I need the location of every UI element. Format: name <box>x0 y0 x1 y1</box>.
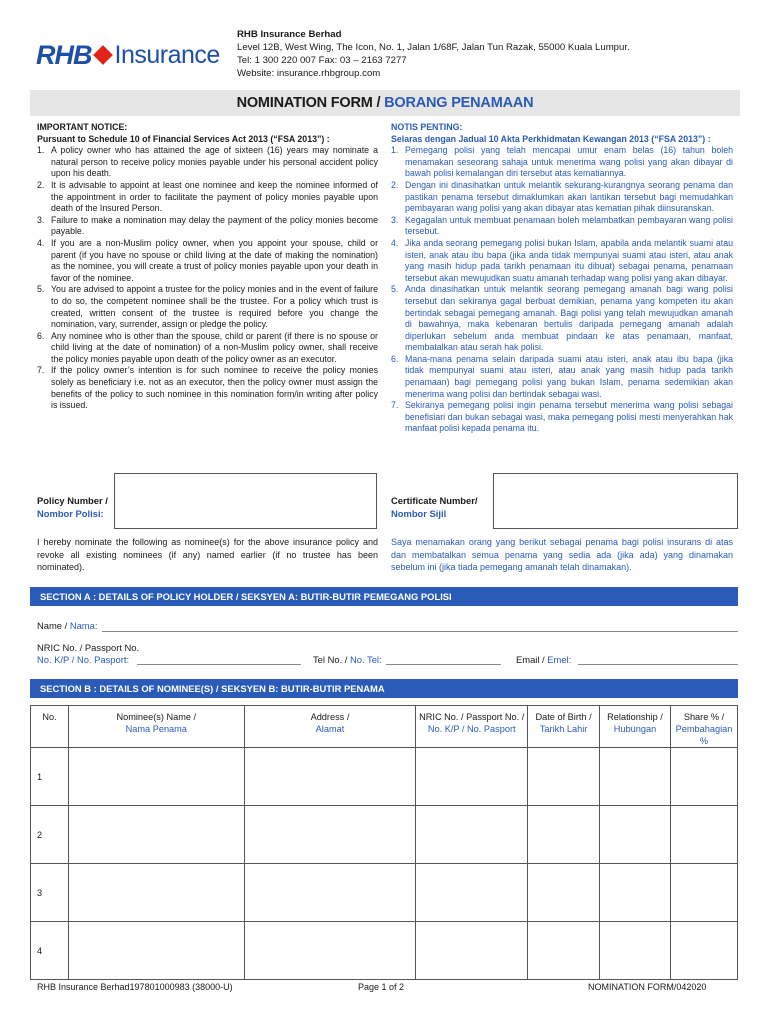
notice-item-en: 3. Failure to make a nomination may delay the payment of the policy monies become payable. <box>37 214 378 237</box>
nominee-nric-cell[interactable] <box>416 748 528 806</box>
nominee-share-cell[interactable] <box>670 922 737 980</box>
form-title-en: NOMINATION FORM / <box>236 95 385 111</box>
notice-item-en: 4. If you are a non-Muslim policy owner, when you appoint your spouse, child or parent (if you have no spouse or child living at the date of making the nomination) as the nominee, you will create a trust of policy monies payable upon your death in favor of the nominee. <box>37 237 378 283</box>
tel-label: Tel No. / No. Tel: <box>313 654 382 665</box>
notice-item-ms: 3. Kegagalan untuk membuat penamaan boleh melambatkan pembayaran wang polisi tersebut. <box>391 214 733 237</box>
notice-item-en: 1. A policy owner who has attained the age of sixteen (16) years may nominate a natural person to receive policy monies payable under his personal accident policy upon his death. <box>37 145 378 179</box>
email-label: Email / Emel: <box>516 654 572 665</box>
nominee-nric-cell[interactable] <box>416 806 528 864</box>
col-header-dob: Date of Birth / Tarikh Lahir <box>528 706 600 748</box>
col-header-name: Nominee(s) Name / Nama Penama <box>68 706 244 748</box>
notice-heading-ms: NOTIS PENTING: <box>391 122 463 132</box>
table-row <box>31 922 738 980</box>
nominee-dob-cell[interactable] <box>528 864 600 922</box>
name-field[interactable] <box>102 631 738 632</box>
row-number: 4 <box>31 922 69 980</box>
nominee-dob-cell[interactable] <box>528 748 600 806</box>
important-notice-ms <box>391 122 733 435</box>
company-contact: Tel: 1 300 220 007 Fax: 03 – 2163 7277 <box>237 55 407 66</box>
notice-item-ms: 4. Jika anda seorang pemegang polisi bukan Islam, apabila anda melantik suami atau isteri, anak atau ibu bapa (jika anda tidak mempunyai suami atau isteri, atau anak yang masih hidup pada tarikh penamaan itu dibuat) sebagai penama, penamaan tersebut akan mewujudkan suatu amanah terhadap wang polisi yang akan dibayar. <box>391 237 733 283</box>
col-header-relationship: Relationship / Hubungan <box>600 706 671 748</box>
logo-diamond-icon <box>93 45 113 65</box>
nominee-address-cell[interactable] <box>244 864 416 922</box>
nominee-name-cell[interactable] <box>68 864 244 922</box>
declaration-ms: Saya menamakan orang yang berikut sebagai penama bagi polisi insurans di atas dan membatalkan semua penama yang sedia ada (jika ada) yang dinamakan sebelum ini (jika tiada pemegang amanah telah dinamakan). <box>391 537 733 573</box>
col-header-address: Address / Alamat <box>244 706 416 748</box>
company-name: RHB Insurance Berhad <box>237 29 342 40</box>
nric-label: NRIC No. / Passport No. No. K/P / No. Pasport: <box>37 642 140 665</box>
nominee-address-cell[interactable] <box>244 922 416 980</box>
page-header <box>0 28 770 84</box>
company-website: Website: insurance.rhbgroup.com <box>237 68 381 79</box>
notice-subheading-en: Pursuant to Schedule 10 of Financial Services Act 2013 (“FSA 2013”) : <box>37 133 330 144</box>
tel-field[interactable] <box>386 664 501 665</box>
row-number: 1 <box>31 748 69 806</box>
nominee-nric-cell[interactable] <box>416 864 528 922</box>
company-details <box>237 28 630 80</box>
footer-page-number: Page 1 of 2 <box>358 982 405 992</box>
certificate-number-label: Certificate Number/ Nombor Sijil <box>391 495 478 519</box>
declaration-en: I hereby nominate the following as nominee(s) for the above insurance policy and revoke all existing nominees (if any) named earlier (if no trustee has been nominated). <box>37 537 378 573</box>
section-a-header: SECTION A : DETAILS OF POLICY HOLDER / SEKSYEN A: BUTIR-BUTIR PEMEGANG POLISI <box>30 587 738 606</box>
col-header-no: No. <box>31 706 69 748</box>
notice-item-ms: 1. Pemegang polisi yang telah mencapai umur enam belas (16) tahun boleh menamakan seseorang sahaja untuk menerima wang polisi yang akan dibayar di bawah polisi kemalangan diri tersebut atas kematiannya. <box>391 145 733 179</box>
notice-item-ms: 7. Sekiranya pemegang polisi ingin penama tersebut menerima wang polisi sebagai benefisiari dan bukan sebagai wasi, maka pemegang polisi mesti menyerahkan hak manfaat polisi kepada penama itu. <box>391 400 733 434</box>
table-row <box>31 806 738 864</box>
company-address: Level 12B, West Wing, The Icon, No. 1, Jalan 1/68F, Jalan Tun Razak, 55000 Kuala Lumpur. <box>237 42 630 53</box>
policy-number-field[interactable] <box>114 473 377 529</box>
notice-item-ms: 5. Anda dinasihatkan untuk melantik seorang pemegang amanah bagi wang polisi tersebut dan sekiranya gagal berbuat demikian, penama yang kompeten itu akan bertindak sebagai pemegang amanah. Bagi polisi yang telah mewujudkan amanah di bawahnya, maka kebenaran bertulis daripada pemegang amanah adalah diperlukan sebelum anda membuat pindaan ke atas penamaan, manfaat, membatalkan atau serah hak polisi. <box>391 284 733 353</box>
notice-item-ms: 2. Dengan ini dinasihatkan untuk melantik sekurang-kurangnya seorang penama dan pastikan penama tersebut dimaklumkan akan lantikan tersebut bagi memudahkan pembayaran wang polisi yang akan dibayar atas kematian pihak diinsuranskan. <box>391 179 733 214</box>
nominee-name-cell[interactable] <box>68 922 244 980</box>
col-header-nric: NRIC No. / Passport No. / No. K/P / No. Pasport <box>416 706 528 748</box>
nominee-address-cell[interactable] <box>244 748 416 806</box>
table-row <box>31 864 738 922</box>
nominee-relationship-cell[interactable] <box>600 864 671 922</box>
notice-item-en: 6. Any nominee who is other than the spouse, child or parent (if there is no spouse or child living at the date of nomination) of a non-Muslim policy owner, shall receive the policy monies payable upon death of the policy owner as an executor. <box>37 330 378 364</box>
nominee-relationship-cell[interactable] <box>600 922 671 980</box>
policy-number-label: Policy Number / Nombor Polisi: <box>37 495 108 519</box>
row-number: 2 <box>31 806 69 864</box>
section-b-header: SECTION B : DETAILS OF NOMINEE(S) / SEKSYEN B: BUTIR-BUTIR PENAMA <box>30 679 738 698</box>
footer-company: RHB Insurance Berhad197801000983 (38000-U) <box>37 982 233 992</box>
notice-item-en: 5. You are advised to appoint a trustee for the policy monies and in the event of failure to do so, the competent nominee shall be the trustee. For a policy which trust is created, written consent of the trustee is required before you change the nomination, vary, surrender, assign or pledge the policy. <box>37 284 378 330</box>
certificate-number-field[interactable] <box>493 473 738 529</box>
form-title <box>30 90 740 116</box>
nominee-dob-cell[interactable] <box>528 806 600 864</box>
nominee-dob-cell[interactable] <box>528 922 600 980</box>
notice-item-ms: 6. Mana-mana penama selain daripada suami atau isteri, anak atau ibu bapa (jika tidak mempunyai suami atau isteri, atau anak yang masih hidup pada tarikh penamaan) bagi pemegang polisi yang bukan Islam, penama sedemikian akan menerima wang polisi dan bertindak sebagai wasi. <box>391 353 733 399</box>
row-number: 3 <box>31 864 69 922</box>
notice-subheading-ms: Selaras dengan Jadual 10 Akta Perkhidmatan Kewangan 2013 (“FSA 2013”) : <box>391 133 711 144</box>
nominee-name-cell[interactable] <box>68 748 244 806</box>
form-title-ms: BORANG PENAMAAN <box>384 95 534 111</box>
email-field[interactable] <box>578 664 738 665</box>
col-header-share: Share % / Pembahagian % <box>670 706 737 748</box>
nric-field[interactable] <box>137 664 301 665</box>
notice-heading-en: IMPORTANT NOTICE: <box>37 122 128 132</box>
rhb-insurance-logo <box>36 38 220 72</box>
notice-item-en: 7. If the policy owner’s intention is for such nominee to receive the policy monies solely as beneficiary i.e. not as an executor, then the policy owner must assign the benefits of the policy to such nominee in this nomination form/in writing after policy is issued. <box>37 365 378 411</box>
table-header-row <box>31 706 738 748</box>
important-notice-en <box>37 122 378 412</box>
nominee-relationship-cell[interactable] <box>600 806 671 864</box>
logo-insurance-text: Insurance <box>114 40 220 69</box>
nominee-share-cell[interactable] <box>670 806 737 864</box>
name-label: Name / Nama: <box>37 620 98 631</box>
notice-item-en: 2. It is advisable to appoint at least one nominee and keep the nominee informed of the appointment in order to facilitate the payment of policy monies payable upon death of the Insured Person. <box>37 179 378 214</box>
logo-rhb-text: RHB <box>36 39 92 70</box>
nominee-name-cell[interactable] <box>68 806 244 864</box>
notice-list-en <box>37 145 378 412</box>
footer-form-code: NOMINATION FORM/042020 <box>588 982 707 992</box>
nominee-nric-cell[interactable] <box>416 922 528 980</box>
nominee-address-cell[interactable] <box>244 806 416 864</box>
nominee-share-cell[interactable] <box>670 864 737 922</box>
table-row <box>31 748 738 806</box>
nominee-share-cell[interactable] <box>670 748 737 806</box>
nominee-relationship-cell[interactable] <box>600 748 671 806</box>
nominee-table <box>30 705 738 980</box>
notice-list-ms <box>391 145 733 435</box>
